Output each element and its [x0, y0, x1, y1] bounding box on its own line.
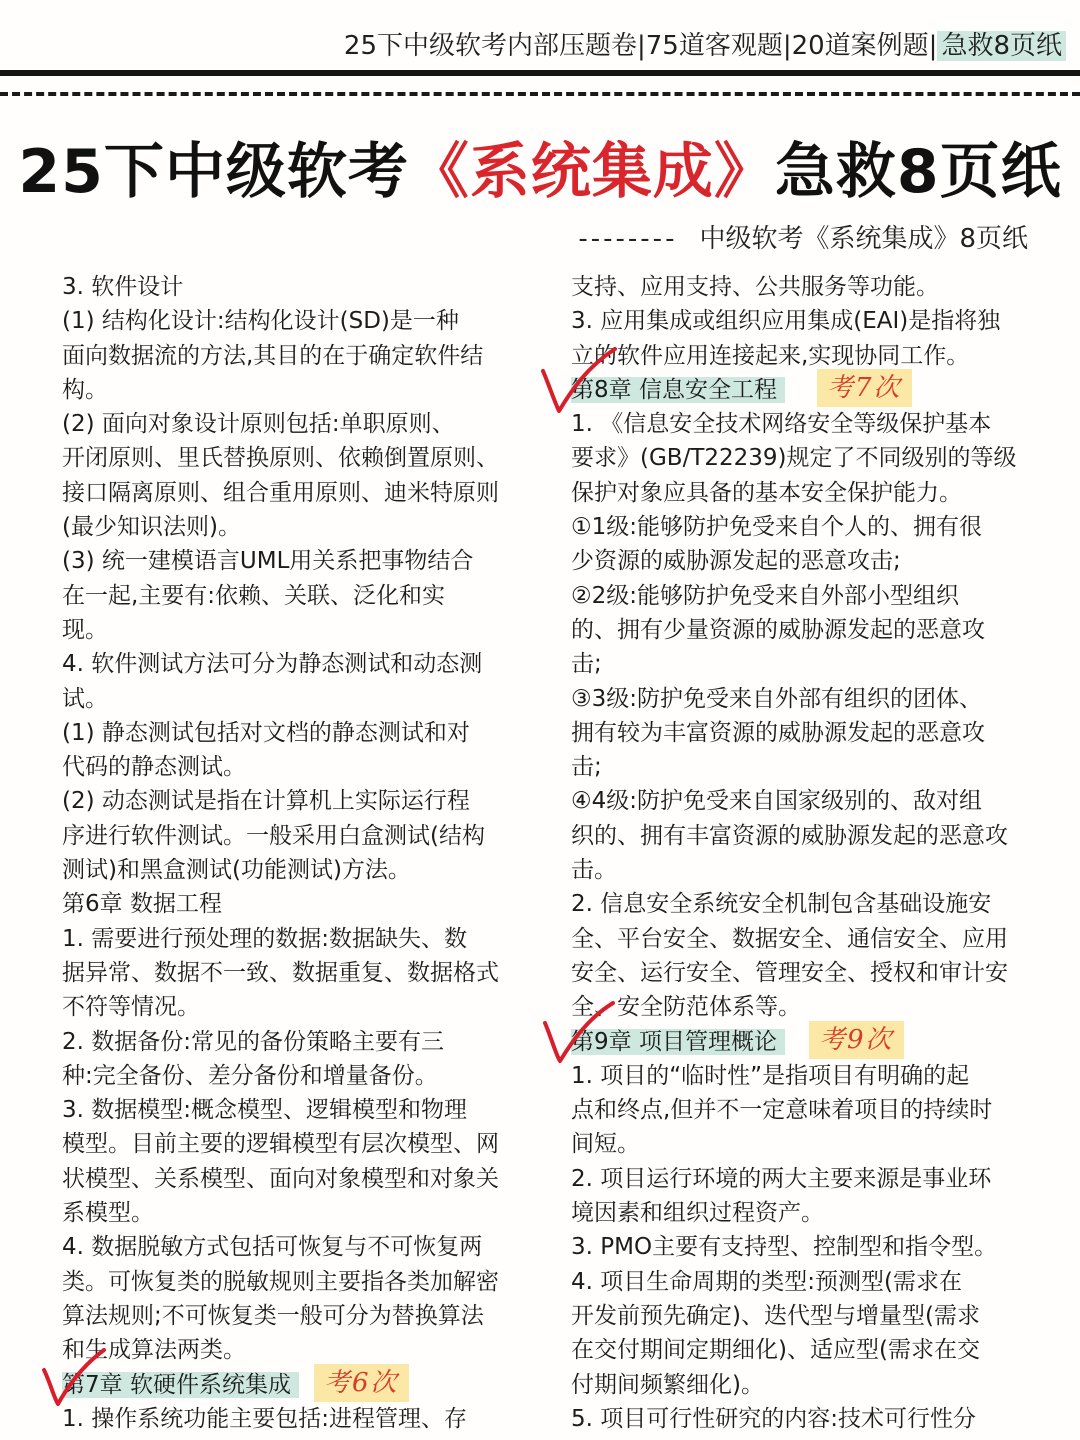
- subtitle-text: 中级软考《系统集成》8页纸: [699, 224, 1028, 254]
- banner-highlight: 急救8页纸: [937, 31, 1066, 61]
- chapter-8-heading: [571, 373, 1041, 407]
- right-column: [571, 270, 1041, 1436]
- chapter-9-heading: [571, 1025, 1041, 1059]
- left-body-text-end: 1. 操作系统功能主要包括:进程管理、存: [62, 1405, 468, 1432]
- chapter-7-label: 第7章 软硬件系统集成: [62, 1372, 299, 1398]
- dashed-divider: [0, 92, 1080, 96]
- top-banner: [344, 26, 1066, 66]
- chapter-8-label: 第8章 信息安全工程: [571, 377, 785, 403]
- subtitle-dashes: --------: [578, 224, 678, 254]
- exam-count-stamp: 考9次: [809, 1021, 904, 1059]
- right-body-text-end: 1. 项目的“临时性”是指项目有明确的起 点和终点,但并不一定意味着项目的持续时 间短。 2. 项目运行环境的两大主要来源是事业环 境因素和组织过程资产。 3. PMO主要有支持型、控制型和指令型。 4. 项目生命周期的类型:预测型(需求在 开发前预先确定)、迭代型与增量型(需求 在交付期间定期细化)、适应型(需求在交 付期间频繁细化)。 5. 项目可行性研究的内容:技术可行性分: [571, 1062, 998, 1432]
- chapter-7-heading: [62, 1368, 528, 1402]
- page-subtitle: [578, 218, 1028, 255]
- right-body-text: 支持、应用支持、公共服务等功能。 3. 应用集成或组织应用集成(EAI)是指将独 立的软件应用连接起来,实现协同工作。: [571, 274, 1001, 369]
- header-rule: [0, 70, 1080, 76]
- title-subject: 《系统集成》: [408, 137, 775, 207]
- right-body-text-middle: 1. 《信息安全技术网络安全等级保护基本 要求》(GB/T22239)规定了不同级别的等级 保护对象应具备的基本安全保护能力。 ①1级:能够防护免受来自个人的、拥有很 少资源的威胁源发起的恶意攻击; ②2级:能够防护免受来自外部小型组织 的、拥有少量资源的威胁源发起的恶意攻 击; ③3级:防护免受来自外部有组织的团体、 拥有较为丰富资源的威胁源发起的恶意攻 击; ④4级:防护免受来自国家级别的、敌对组 织的、拥有丰富资源的威胁源发起的恶意攻 击。 2. 信息安全系统安全机制包含基础设施安 全、平台安全、数据安全、通信安全、应用 安全、运行安全、管理安全、授权和审计安 全、安全防范体系等。: [571, 411, 1017, 1021]
- exam-count-stamp: 考7次: [817, 369, 912, 407]
- title-prefix: 25下中级软考: [18, 137, 409, 207]
- chapter-9-label: 第9章 项目管理概论: [571, 1029, 785, 1055]
- banner-text: 25下中级软考内部压题卷|75道客观题|20道案例题|: [343, 31, 938, 61]
- page-title: [0, 124, 1080, 210]
- left-body-text: 3. 软件设计 (1) 结构化设计:结构化设计(SD)是一种 面向数据流的方法,其目的在于确定软件结 构。 (2) 面向对象设计原则包括:单职原则、 开闭原则、里氏替换原则、依赖倒置原则、 接口隔离原则、组合重用原则、迪米特原则 (最少知识法则)。 (3) 统一建模语言UML用关系把事物结合 在一起,主要有:依赖、关联、泛化和实 现。 4. 软件测试方法可分为静态测试和动态测 试。 (1) 静态测试包括对文档的静态测试和对 代码的静态测试。 (2) 动态测试是指在计算机上实际运行程 序进行软件测试。一般采用白盒测试(结构 测试)和黑盒测试(功能测试)方法。 第6章 数据工程 1. 需要进行预处理的数据:数据缺失、数 据异常、数据不一致、数据重复、数据格式 不符等情况。 2. 数据备份:常见的备份策略主要有三 种:完全备份、差分备份和增量备份。 3. 数据模型:概念模型、逻辑模型和物理 模型。目前主要的逻辑模型有层次模型、网 状模型、关系模型、面向对象模型和对象关 系模型。 4. 数据脱敏方式包括可恢复与不可恢复两 类。可恢复类的脱敏规则主要指各类加解密 算法规则;不可恢复类一般可分为替换算法 和生成算法两类。: [62, 274, 499, 1364]
- exam-count-stamp: 考6次: [314, 1364, 409, 1402]
- title-suffix: 急救8页纸: [774, 137, 1062, 207]
- left-column: [62, 270, 528, 1436]
